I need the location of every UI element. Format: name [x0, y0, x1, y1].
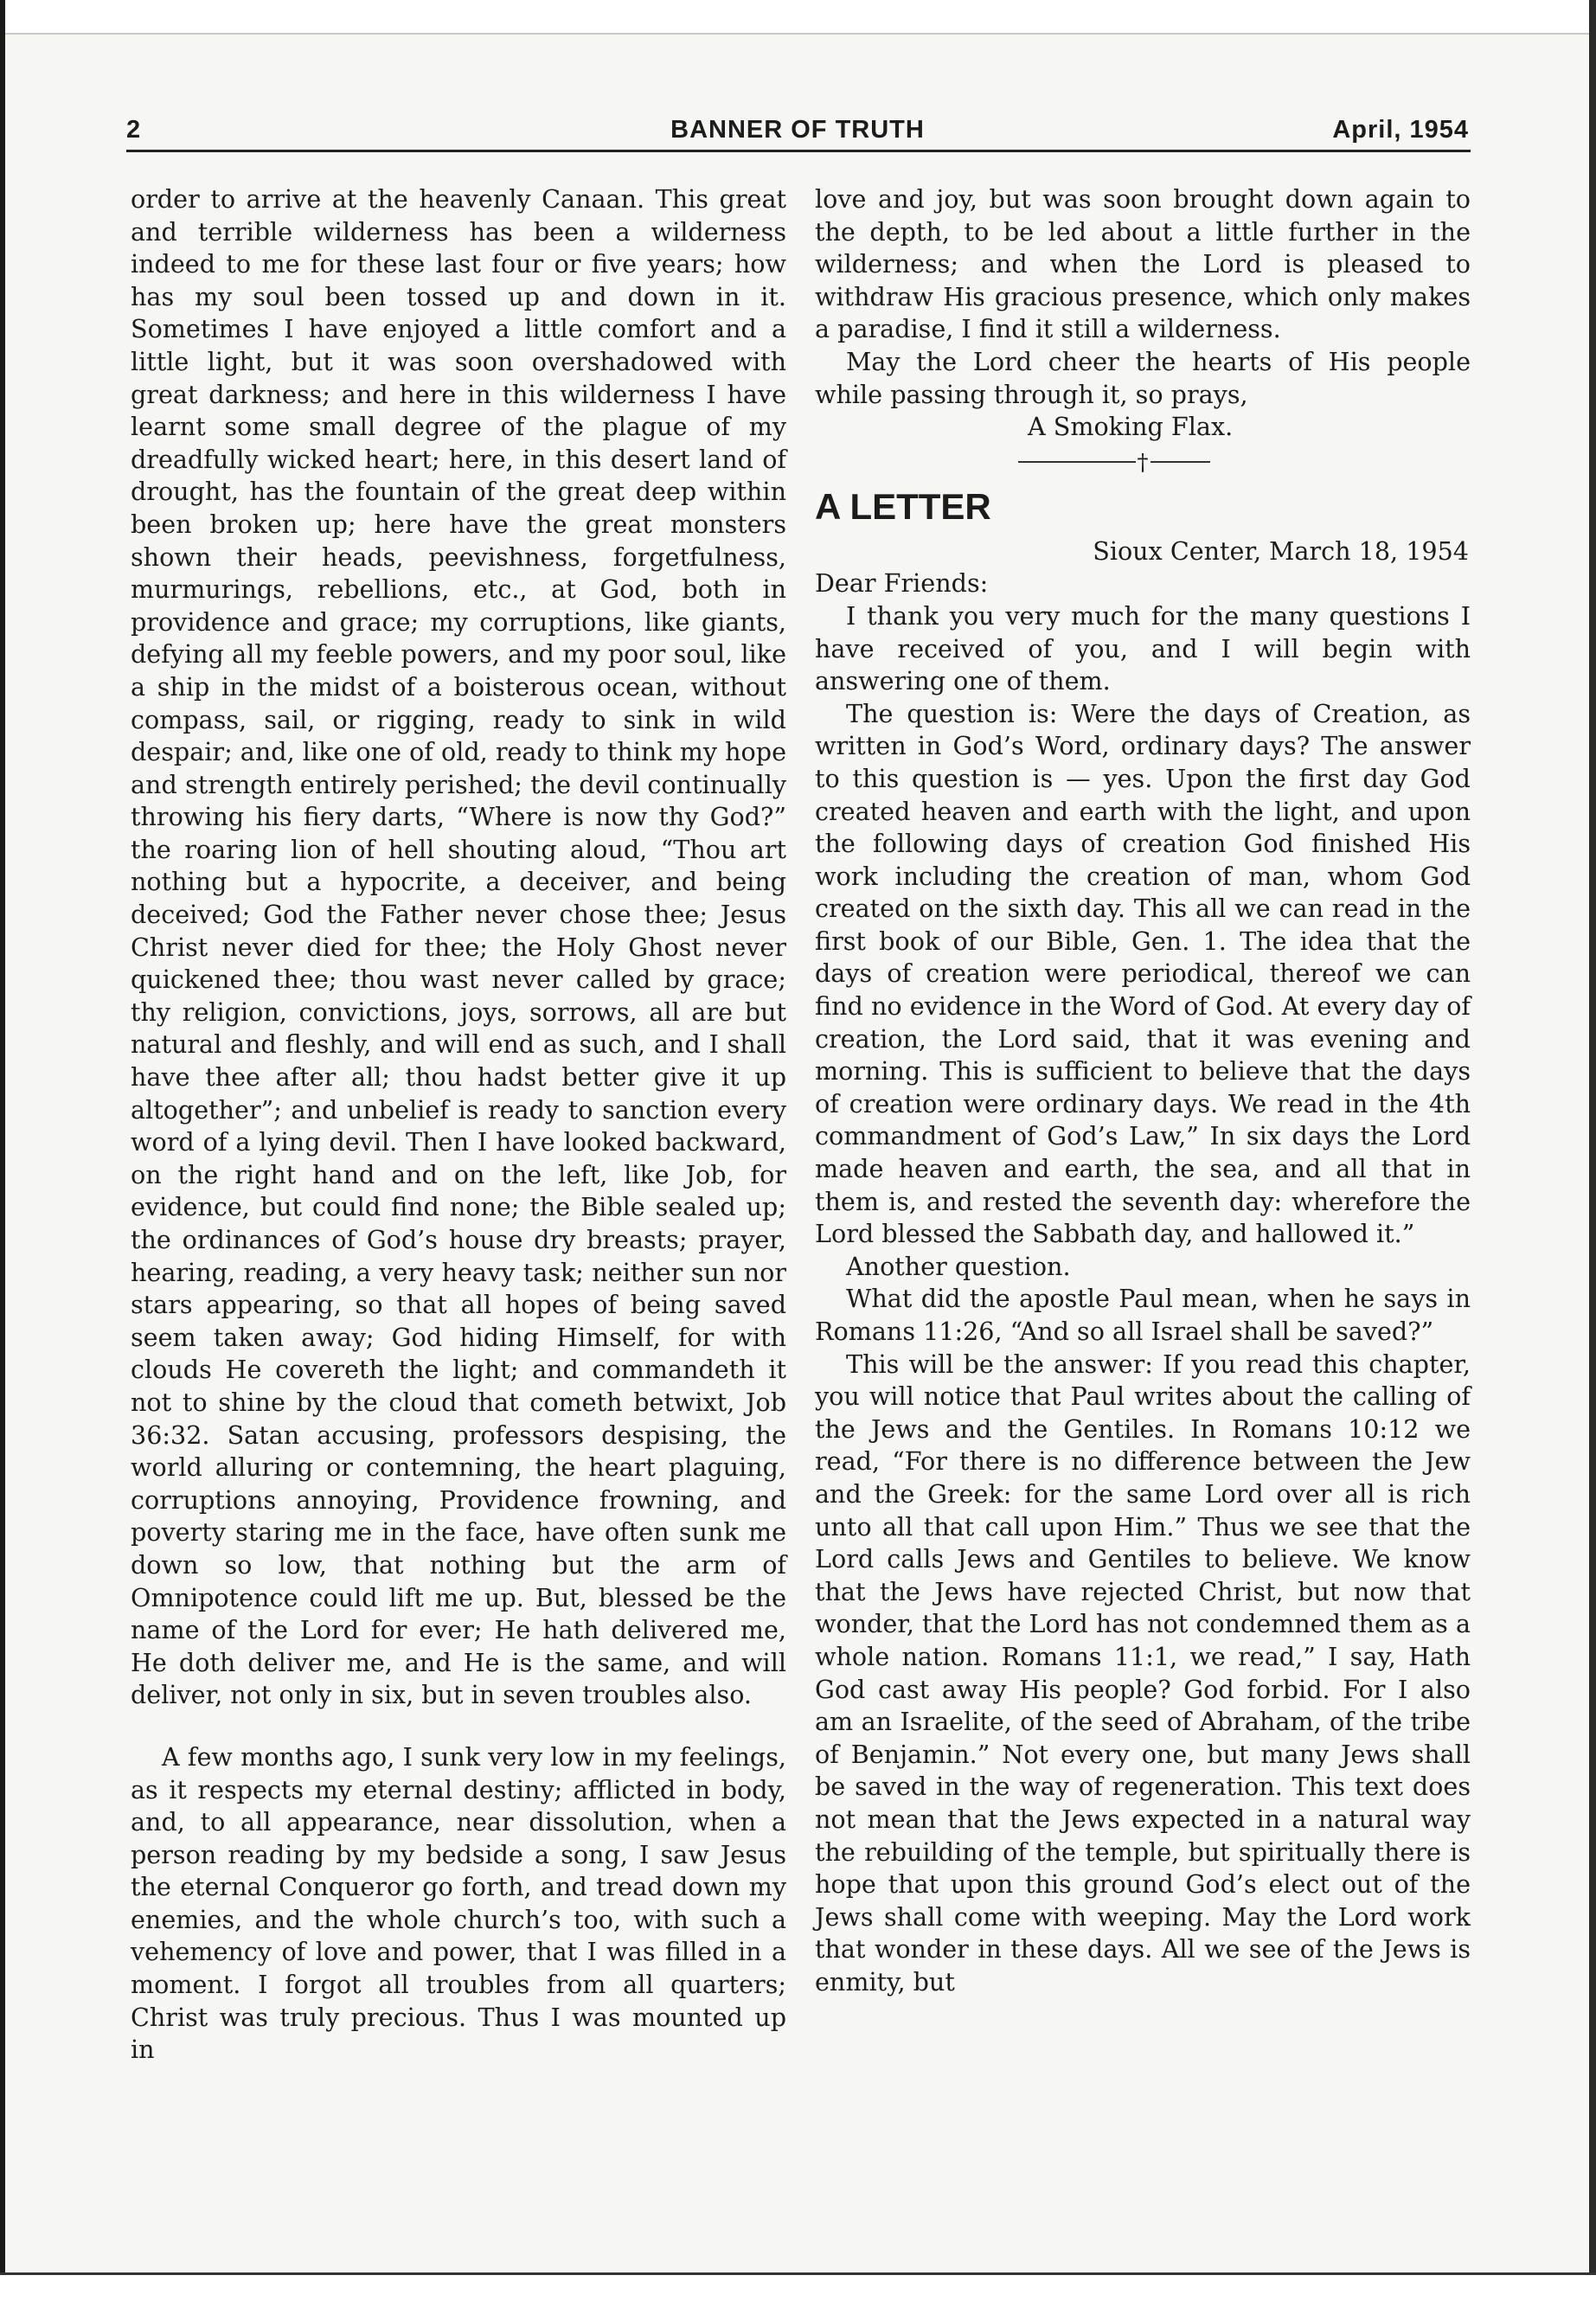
- divider-line-right: [1098, 461, 1210, 463]
- letter-salutation: Dear Friends:: [815, 568, 989, 599]
- dagger-ornament: †: [1137, 449, 1149, 476]
- section-divider: [815, 444, 1471, 480]
- left-column: [131, 183, 786, 2067]
- right-paragraph-1: love and joy, but was soon brought down again to the depth, to be led about a little further in the wilderness; and when the Lord is pleased to withdraw His gracious presence, which only makes a paradise, I find it still a wilderness.: [815, 184, 1471, 344]
- right-paragraph-4: The question is: Were the days of Creation, as written in God’s Word, ordinary days? The answer to this question is — yes. Upon the first day God created heaven and earth with the light, and upon the following days of creation God finished His work including the creation of man, whom God created on the sixth day. This all we can read in the first book of our Bible, Gen. 1. The idea that the days of creation were periodical, thereof we can find no evidence in the Word of God. At every day of creation, the Lord said, that it was evening and morning. This is sufficient to believe that the days of creation were ordinary days. We read in the 4th commandment of God’s Law,” In six days the Lord made heaven and earth, the sea, and all that in them is, and rested the seventh day: wherefore the Lord blessed the Sabbath day, and hallowed it.”: [815, 698, 1471, 1249]
- publication-title: BANNER OF TRUTH: [670, 116, 925, 144]
- issue-date: April, 1954: [1332, 116, 1469, 144]
- right-column: [815, 183, 1471, 1998]
- scan-left-edge: [0, 0, 5, 2301]
- right-paragraph-2: May the Lord cheer the hearts of His people while passing through it, so prays,: [815, 346, 1471, 409]
- signature: A Smoking Flax.: [1028, 412, 1234, 442]
- right-paragraph-3: I thank you very much for the many questions I have received of you, and I will begin with answering one of them.: [815, 600, 1471, 696]
- letter-dateline: Sioux Center, March 18, 1954: [1093, 535, 1469, 566]
- section-heading: A LETTER: [815, 485, 991, 527]
- right-paragraph-6: What did the apostle Paul mean, when he says in Romans 11:26, “And so all Israel shall be saved?”: [815, 1284, 1471, 1346]
- scan-bottom-margin: [0, 2272, 1596, 2301]
- page-number: 2: [126, 116, 142, 144]
- header-rule: [126, 150, 1471, 152]
- running-header: [126, 112, 1469, 152]
- scan-right-edge: [1589, 0, 1596, 2301]
- left-paragraph-1: order to arrive at the heavenly Canaan. This great and terrible wilderness has been a wilderness indeed to me for these last four or five years; how has my soul been tossed up and down in it. Sometimes I have enjoyed a little comfort and a little light, but it was soon overshadowed with great darkness; and here in this wilderness I have learnt some small degree of the plague of my dreadfully wicked heart; here, in this desert land of drought, has the fountain of the great deep within been broken up; here have the great monsters shown their heads, peevishness, forgetfulness, murmurings, rebellions, etc., at God, both in providence and grace; my corruptions, like giants, defying all my feeble powers, and my poor soul, like a ship in the midst of a boisterous ocean, without compass, sail, or rigging, ready to sink in wild despair; and, like one of old, ready to think my hope and strength entirely perished; the devil continually throwing his fiery darts, “Where is now thy God?” the roaring lion of hell shouting aloud, “Thou art nothing but a hypocrite, a deceiver, and being deceived; God the Father never chose thee; Jesus Christ never died for thee; the Holy Ghost never quickened thee; thou wast never called by grace; thy religion, convictions, joys, sorrows, all are but natural and fleshly, and will end as such, and I shall have thee after all; thou hadst better give it up altogether”; and unbelief is ready to sanction every word of a lying devil. Then I have looked backward, on the right hand and on the left, like Job, for evidence, but could find none; the Bible sealed up; the ordinances of God’s house dry breasts; prayer, hearing, reading, a very heavy task; neither sun nor stars appearing, so that all hopes of being saved seem taken away; God hiding Himself, for with clouds He covereth the light; and commandeth it not to shine by the cloud that cometh betwixt, Job 36:32. Satan accusing, professors despising, the world alluring or contemning, the heart plaguing, corruptions annoying, Providence frowning, and poverty staring me in the face, have often sunk me down so low, that nothing but the arm of Omnipotence could lift me up. But, blessed be the name of the Lord for ever; He hath delivered me, He doth deliver me, and He is the same, and will deliver, not only in six, but in seven troubles also.: [131, 184, 786, 1710]
- left-paragraph-2: A few months ago, I sunk very low in my feelings, as it respects my eternal destiny; afflicted in body, and, to all appearance, near dissolution, when a person reading by my bedside a song, I saw Jesus the eternal Conqueror go forth, and tread down my enemies, and the whole church’s too, with such a vehemency of love and power, that I was filled in a moment. I forgot all troubles from all quarters; Christ was truly precious. Thus I was mounted up in: [131, 1741, 786, 2065]
- right-paragraph-7: This will be the answer: If you read this chapter, you will notice that Paul writes about the calling of the Jews and the Gentiles. In Romans 10:12 we read, “For there is no difference between the Jew and the Greek: for the same Lord over all is rich unto all that call upon Him.” Thus we see that the Lord calls Jews and Gentiles to believe. We know that the Jews have rejected Christ, but now that wonder, that the Lord has not condemned them as a whole nation. Romans 11:1, we read,” I say, Hath God cast away His people? God forbid. For I also am an Israelite, of the seed of Abraham, of the tribe of Benjamin.” Not every one, but many Jews shall be saved in the way of regeneration. This text does not mean that the Jews expected in a natural way the rebuilding of the temple, but spiritually there is hope that upon this ground God’s elect out of the Jews shall come with weeping. May the Lord work that wonder in these days. All we see of the Jews is enmity, but: [815, 1349, 1471, 1997]
- scan-top-margin: [0, 0, 1596, 35]
- paragraph-gap: [131, 1712, 786, 1741]
- right-paragraph-5: Another question.: [846, 1251, 1071, 1281]
